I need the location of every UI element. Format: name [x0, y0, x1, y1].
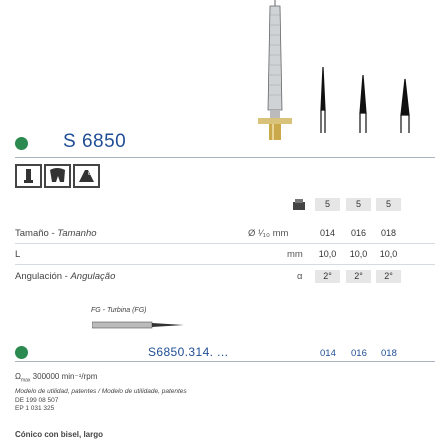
bottom-label: Cónico con bisel, largo: [15, 430, 104, 439]
row-length-unit: mm: [287, 249, 303, 260]
row-size-unit: Ø ¹⁄₁₀ mm: [248, 228, 289, 239]
product-title: S 6850: [63, 131, 127, 152]
order-size-1: 014: [320, 348, 336, 359]
shank-icon: [73, 164, 100, 188]
order-size-2: 016: [351, 348, 367, 359]
row-size-cell-1: 014: [315, 227, 340, 240]
order-size-3: 018: [381, 348, 397, 359]
model-line: Modelo de utilidad, patentes / Modelo de utilidade, patentes: [15, 388, 187, 395]
row-size-cell-2: 016: [346, 227, 371, 240]
package-icon: [292, 198, 306, 211]
pack-cell-3: 5: [376, 198, 401, 211]
patent-de: DE 199 08 507: [15, 397, 59, 404]
row-angle-unit: α: [297, 271, 303, 282]
row-angle-cell-1: 2°: [315, 270, 340, 283]
patent-ep: EP 1 031 325: [15, 405, 55, 412]
row-length-cell-1: 10,0: [315, 248, 340, 261]
shank-label: FG - Turbina (FG): [91, 307, 147, 314]
row-angle-cell-3: 2°: [376, 270, 401, 283]
row-separator: [15, 243, 435, 244]
shank-drawing: [92, 319, 187, 331]
row-size-label: Tamaño - Tamanho: [15, 228, 97, 239]
tooth-icon: [44, 164, 71, 188]
title-rule: [15, 157, 435, 158]
straight-handpiece-icon: [15, 164, 42, 188]
row-angle-label: Angulación - Angulação: [15, 271, 116, 282]
speed-line: $\Omega_{max}$ 300000 min⁻¹/rpm: [15, 372, 98, 384]
accent-dot: [15, 137, 28, 150]
row-separator: [15, 264, 435, 265]
pack-cell-1: 5: [315, 198, 340, 211]
row-size-cell-3: 018: [376, 227, 401, 240]
order-code: S6850.314. ...: [148, 345, 229, 359]
order-rule: [15, 361, 435, 362]
order-dot: [15, 346, 28, 359]
row-length-cell-2: 10,0: [346, 248, 371, 261]
bur-illustration: [252, 0, 302, 140]
svg-text:α: α: [88, 171, 92, 177]
row-angle-cell-2: 2°: [346, 270, 371, 283]
bur-silhouettes: [315, 65, 425, 140]
row-length-label: L: [15, 249, 21, 260]
pack-cell-2: 5: [346, 198, 371, 211]
row-length-cell-3: 10,0: [376, 248, 401, 261]
